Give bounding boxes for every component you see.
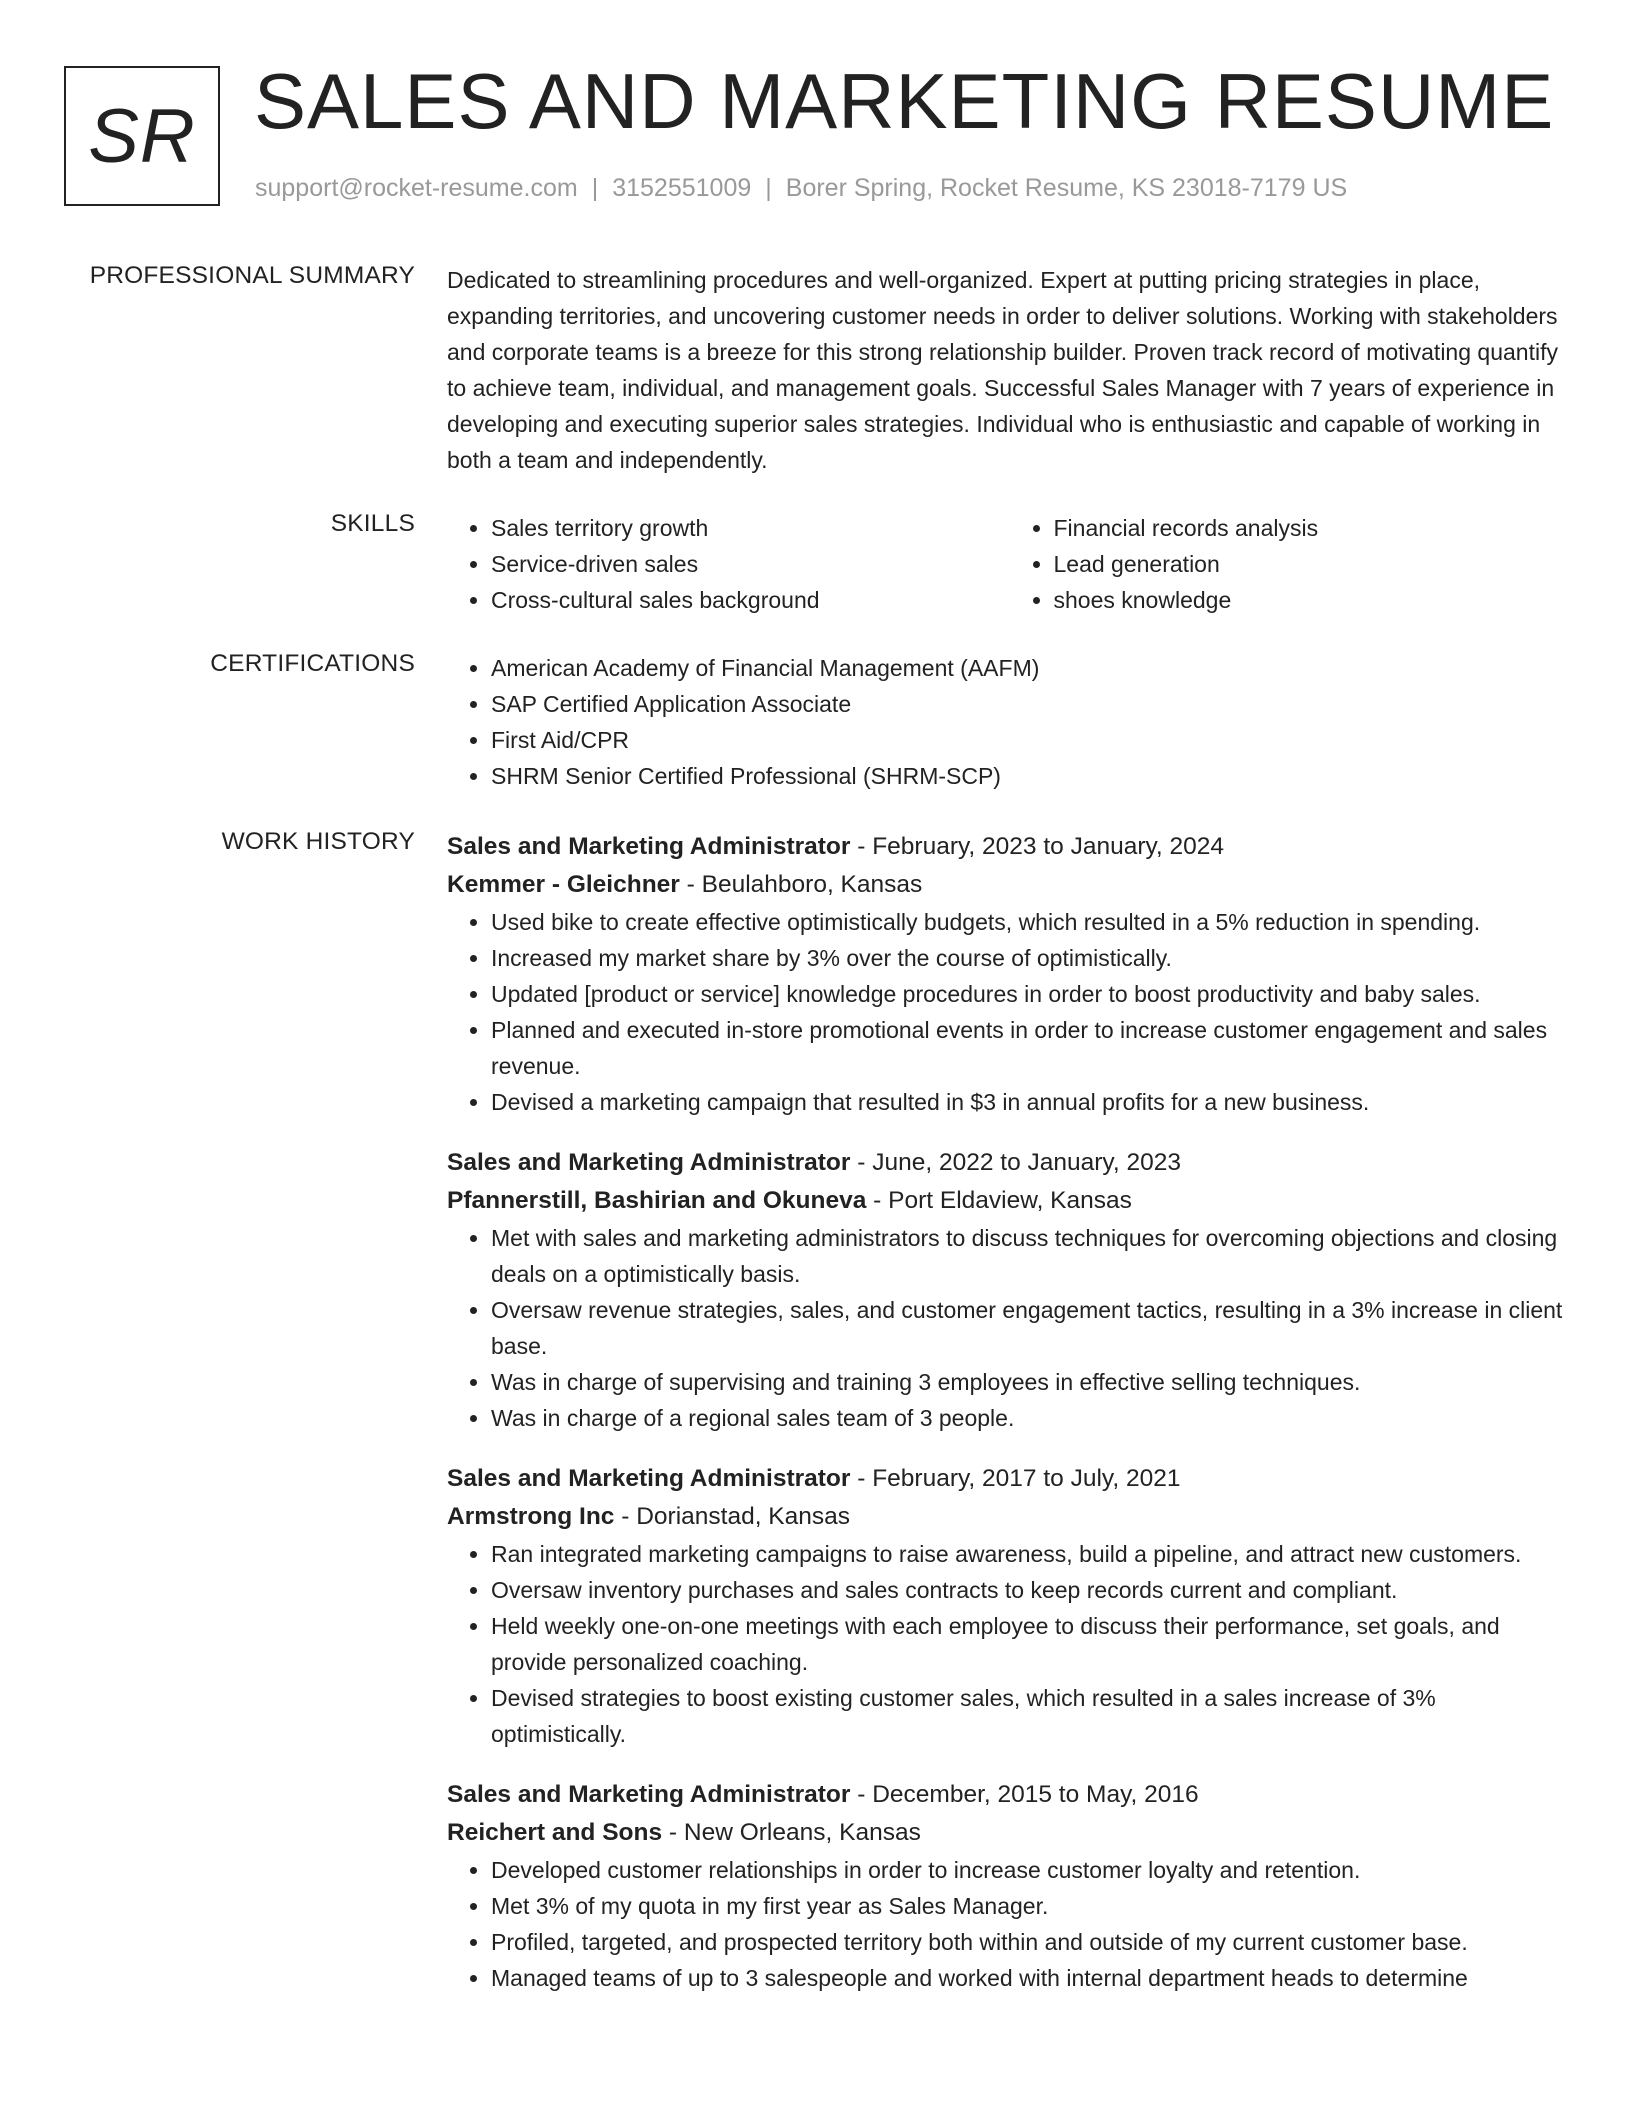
job-company-line	[447, 1498, 1572, 1536]
job-location: - Port Eldaview, Kansas	[866, 1187, 1132, 1214]
certification-item: • SAP Certified Application Associate	[491, 686, 1572, 722]
certifications-list	[447, 650, 1572, 794]
job-duty: • Met 3% of my quota in my first year as Sales Manager.	[491, 1888, 1572, 1924]
job-duty: • Devised strategies to boost existing customer sales, which resulted in a sales increase of 3% optimistically.	[491, 1680, 1572, 1752]
contact-line	[255, 174, 1347, 203]
job-title-line	[447, 1144, 1572, 1182]
job-title: Sales and Marketing Administrator	[447, 1781, 851, 1808]
contact-separator: |	[591, 174, 599, 202]
job-company-line	[447, 866, 1572, 904]
job-location: - Beulahboro, Kansas	[679, 871, 923, 898]
job-entry	[447, 1460, 1572, 1752]
job-duties-list	[447, 1852, 1572, 1996]
certifications-body	[447, 650, 1572, 794]
resume-title: SALES AND MARKETING RESUME	[254, 57, 1555, 145]
certification-item: • American Academy of Financial Management (AAFM)	[491, 650, 1572, 686]
certification-item: • SHRM Senior Certified Professional (SHRM-SCP)	[491, 758, 1572, 794]
job-duty: • Developed customer relationships in order to increase customer loyalty and retention.	[491, 1852, 1572, 1888]
summary-body	[447, 262, 1572, 478]
job-dates: - December, 2015 to May, 2016	[850, 1781, 1199, 1808]
job-title-line	[447, 828, 1572, 866]
contact-address: Borer Spring, Rocket Resume, KS 23018-7179 US	[785, 174, 1348, 202]
job-duty: • Met with sales and marketing administrators to discuss techniques for overcoming objections and closing deals on a optimistically basis.	[491, 1220, 1572, 1292]
job-company: Armstrong Inc	[447, 1503, 615, 1530]
skills-column-1	[447, 510, 1010, 618]
summary-text: Dedicated to streamlining procedures and well-organized. Expert at putting pricing strategies in place, expanding territories, and uncovering customer needs in order to deliver solutions. Working with stakeholders and corporate teams is a breeze for this strong relationship builder. Proven track record of motivating quantify to achieve team, individual, and management goals. Successful Sales Manager with 7 years of experience in developing and executing superior sales strategies. Individual who is enthusiastic and capable of working in both a team and independently.	[447, 267, 1558, 473]
skill-item: • Financial records analysis	[1054, 510, 1573, 546]
job-company: Pfannerstill, Bashirian and Okuneva	[447, 1187, 867, 1214]
job-title: Sales and Marketing Administrator	[447, 1149, 851, 1176]
skill-item: • shoes knowledge	[1054, 582, 1573, 618]
job-duty: • Increased my market share by 3% over the course of optimistically.	[491, 940, 1572, 976]
job-duty: • Managed teams of up to 3 salespeople and worked with internal department heads to determine	[491, 1960, 1572, 1996]
job-duty: • Planned and executed in-store promotional events in order to increase customer engagement and sales revenue.	[491, 1012, 1572, 1084]
job-duty: • Held weekly one-on-one meetings with each employee to discuss their performance, set goals, and provide personalized coaching.	[491, 1608, 1572, 1680]
contact-separator: |	[765, 174, 772, 202]
skill-item: • Sales territory growth	[491, 510, 1010, 546]
job-entry	[447, 1144, 1572, 1436]
job-duties-list	[447, 904, 1572, 1120]
certifications-heading: CERTIFICATIONS	[210, 650, 415, 677]
job-company-line	[447, 1182, 1572, 1220]
job-entry	[447, 828, 1572, 1120]
contact-phone: 3152551009	[612, 174, 752, 202]
work-history-body	[447, 828, 1572, 2020]
job-duty: • Used bike to create effective optimistically budgets, which resulted in a 5% reduction in spending.	[491, 904, 1572, 940]
skills-column-2	[1010, 510, 1573, 618]
job-duty: • Ran integrated marketing campaigns to raise awareness, build a pipeline, and attract new customers.	[491, 1536, 1572, 1572]
monogram-box	[64, 66, 220, 206]
job-duty: • Oversaw revenue strategies, sales, and customer engagement tactics, resulting in a 3% increase in client base.	[491, 1292, 1572, 1364]
job-title: Sales and Marketing Administrator	[447, 833, 851, 860]
job-company-line	[447, 1814, 1572, 1852]
job-location: - Dorianstad, Kansas	[614, 1503, 851, 1530]
job-entry	[447, 1776, 1572, 1996]
job-duty: • Updated [product or service] knowledge procedures in order to boost productivity and baby sales.	[491, 976, 1572, 1012]
skills-list	[447, 510, 1572, 618]
job-duties-list	[447, 1536, 1572, 1752]
skill-item: • Lead generation	[1054, 546, 1573, 582]
job-duty: • Profiled, targeted, and prospected territory both within and outside of my current customer base.	[491, 1924, 1572, 1960]
job-title-line	[447, 1776, 1572, 1814]
job-location: - New Orleans, Kansas	[662, 1819, 921, 1846]
job-dates: - February, 2017 to July, 2021	[850, 1465, 1181, 1492]
work-history-heading: WORK HISTORY	[221, 828, 415, 855]
job-dates: - February, 2023 to January, 2024	[850, 833, 1225, 860]
job-title-line	[447, 1460, 1572, 1498]
skill-item: • Cross-cultural sales background	[491, 582, 1010, 618]
job-duty: • Was in charge of a regional sales team of 3 people.	[491, 1400, 1572, 1436]
job-duty: • Oversaw inventory purchases and sales contracts to keep records current and compliant.	[491, 1572, 1572, 1608]
job-duty: • Was in charge of supervising and training 3 employees in effective selling techniques.	[491, 1364, 1572, 1400]
contact-email: support@rocket-resume.com	[255, 174, 578, 202]
job-company: Reichert and Sons	[447, 1819, 663, 1846]
job-title: Sales and Marketing Administrator	[447, 1465, 851, 1492]
monogram-initials: SR	[88, 93, 196, 179]
job-duties-list	[447, 1220, 1572, 1436]
certification-item: • First Aid/CPR	[491, 722, 1572, 758]
skill-item: • Service-driven sales	[491, 546, 1010, 582]
summary-heading: PROFESSIONAL SUMMARY	[89, 262, 415, 289]
job-company: Kemmer - Gleichner	[447, 871, 680, 898]
job-dates: - June, 2022 to January, 2023	[850, 1149, 1181, 1176]
skills-heading: SKILLS	[330, 510, 415, 537]
job-duty: • Devised a marketing campaign that resulted in $3 in annual profits for a new business.	[491, 1084, 1572, 1120]
